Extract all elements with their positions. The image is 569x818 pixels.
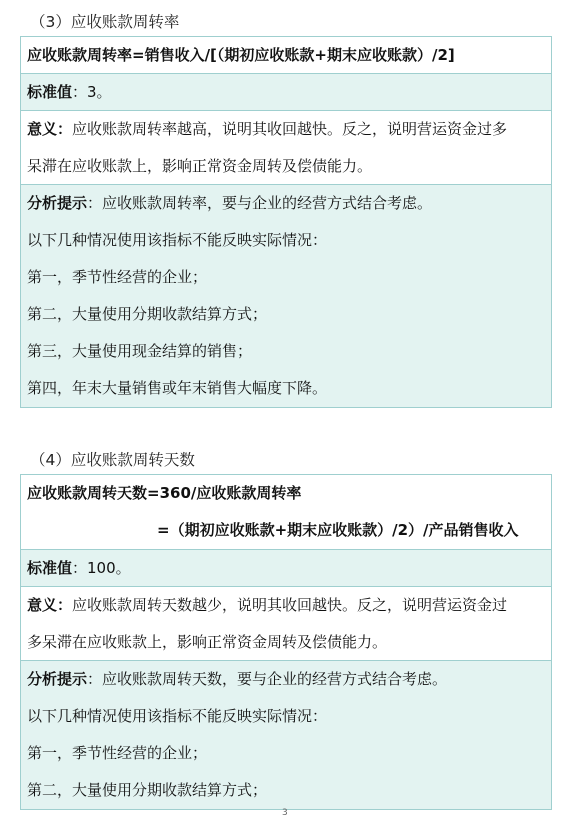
tips-text: ：应收账款周转率，要与企业的经营方式结合考虑。 xyxy=(87,194,433,212)
list-item: 第二，大量使用分期收款结算方式； xyxy=(27,305,268,323)
section4-heading: （4）应收账款周转天数 xyxy=(30,451,195,469)
section3-tips xyxy=(21,185,551,407)
section3-heading: （3）应收账款周转率 xyxy=(30,13,180,31)
standard-value: ：100。 xyxy=(72,559,131,577)
section4-table xyxy=(20,474,552,810)
meaning-line1: 应收账款周转率越高，说明其收回越快。反之，说明营运资金过多 xyxy=(72,120,508,138)
meaning-label: 意义： xyxy=(27,596,73,614)
section4-formula xyxy=(21,475,551,550)
meaning-line1: 应收账款周转天数越少，说明其收回越快。反之，说明营运资金过 xyxy=(72,596,508,614)
standard-label: 标准值 xyxy=(27,559,73,577)
section3-standard xyxy=(21,74,551,111)
tips-intro: 以下几种情况使用该指标不能反映实际情况： xyxy=(27,707,328,725)
meaning-label: 意义： xyxy=(27,120,73,138)
tips-intro: 以下几种情况使用该指标不能反映实际情况： xyxy=(27,231,328,249)
tips-text: ：应收账款周转天数，要与企业的经营方式结合考虑。 xyxy=(87,670,448,688)
section4-standard xyxy=(21,550,551,587)
formula-line2: =（期初应收账款+期末应收账款）/2）/产品销售收入 xyxy=(157,521,519,539)
tips-label: 分析提示 xyxy=(27,194,88,212)
page-number: 3 xyxy=(282,808,288,818)
section3-meaning xyxy=(21,111,551,185)
section3-formula: 应收账款周转率=销售收入/[（期初应收账款+期末应收账款）/2] xyxy=(21,37,551,74)
section4-meaning xyxy=(21,587,551,661)
standard-label: 标准值 xyxy=(27,83,73,101)
list-item: 第三，大量使用现金结算的销售； xyxy=(27,342,253,360)
tips-label: 分析提示 xyxy=(27,670,88,688)
list-item: 第四，年末大量销售或年末销售大幅度下降。 xyxy=(27,379,328,397)
list-item: 第一，季节性经营的企业； xyxy=(27,744,208,762)
meaning-line2: 多呆滞在应收账款上，影响正常资金周转及偿债能力。 xyxy=(27,633,388,651)
formula-line1: 应收账款周转天数=360/应收账款周转率 xyxy=(27,484,302,502)
section3-table xyxy=(20,36,552,408)
meaning-line2: 呆滞在应收账款上，影响正常资金周转及偿债能力。 xyxy=(27,157,373,175)
standard-value: ：3。 xyxy=(72,83,112,101)
list-item: 第二，大量使用分期收款结算方式； xyxy=(27,781,268,799)
section4-tips xyxy=(21,661,551,809)
list-item: 第一，季节性经营的企业； xyxy=(27,268,208,286)
